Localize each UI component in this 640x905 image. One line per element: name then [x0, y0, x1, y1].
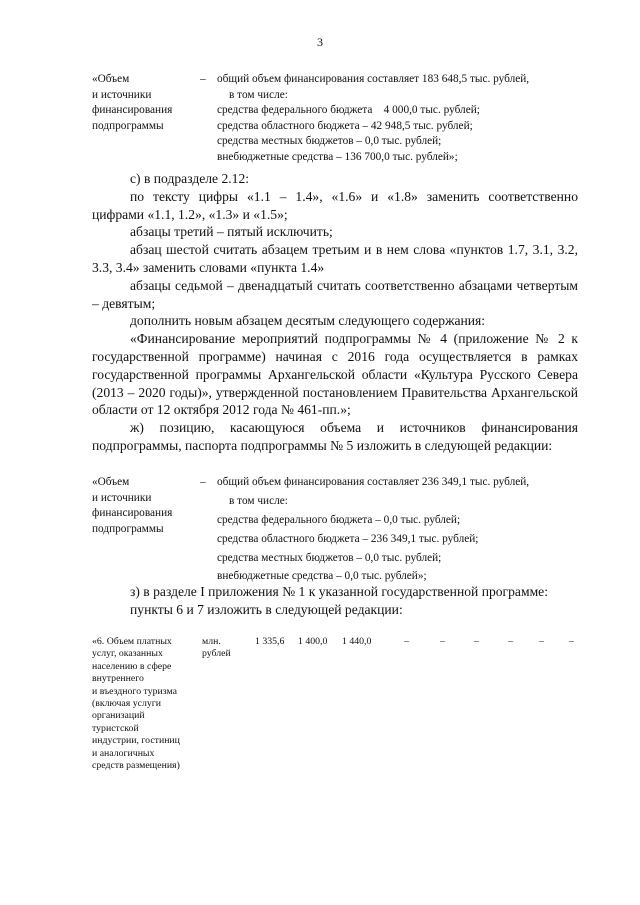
unit-of-measure: млн. рублей — [202, 636, 231, 660]
passport-line: общий объем финансирования составляет 236 349,1 тыс. рублей, — [217, 476, 530, 488]
passport-dash: – — [200, 73, 206, 85]
passport-line: средства федерального бюджета 4 000,0 тыс. рублей; — [217, 104, 480, 116]
passport-line: средства областного бюджета – 236 349,1 тыс. рублей; — [217, 532, 479, 545]
table-cell: – — [569, 636, 574, 647]
paragraph: ж) позицию, касающуюся объема и источников финансирования подпрограммы, паспорта подпрограммы № 5 изложить в следующей редакции: — [92, 420, 578, 453]
passport-label: «Объем и источники финансирования подпрограммы — [92, 476, 173, 535]
paragraph: с) в подразделе 2.12: — [130, 171, 250, 186]
table-cell: – — [440, 636, 445, 647]
section-one-text — [92, 583, 578, 619]
page-number: 3 — [317, 35, 323, 49]
table-cell: – — [404, 636, 409, 647]
passport-label: «Объем и источники финансирования подпрограммы — [92, 73, 173, 132]
paragraph: «Финансирование мероприятий подпрограммы № 4 (приложение № 2 к государственной программе) начиная с 2016 года осуществляется в рамках государственной программы Архангельской области «Культура Русского Севера (2013 – 2020 годы)», утвержденной постановлением Правительства Архангельской области от 12 октября 2012 года № 461-пп.»; — [92, 331, 578, 418]
passport-line: внебюджетные средства – 0,0 тыс. рублей»; — [217, 570, 427, 583]
passport-line: средства областного бюджета – 42 948,5 тыс. рублей; — [217, 119, 473, 132]
passport-lines — [217, 72, 617, 165]
table-cell: 1 335,6 — [255, 636, 285, 647]
passport-dash: – — [200, 476, 206, 488]
passport-line: внебюджетные средства – 136 700,0 тыс. рублей»; — [217, 150, 458, 163]
paragraph: абзацы седьмой – двенадцатый считать соответственно абзацами четвертым – девятым; — [92, 277, 578, 311]
table-cell: – — [508, 636, 513, 647]
passport-line: средства местных бюджетов – 0,0 тыс. рублей; — [217, 551, 442, 564]
passport-line: в том числе: — [229, 88, 288, 101]
passport-line: средства местных бюджетов – 0,0 тыс. рублей; — [217, 135, 442, 147]
table-cell: – — [474, 636, 479, 647]
paragraph: дополнить новым абзацем десятым следующего содержания: — [130, 313, 486, 329]
amendment-text — [92, 170, 578, 455]
passport-line: общий объем финансирования составляет 183 648,5 тыс. рублей, — [217, 73, 530, 85]
table-cell: 1 440,0 — [342, 636, 372, 647]
paragraph: пункты 6 и 7 изложить в следующей редакции: — [130, 601, 403, 617]
paragraph: по тексту цифры «1.1 – 1.4», «1.6» и «1.8» заменить соответственно цифрами «1.1, 1.2», «1.3» и «1.5»; — [92, 188, 578, 222]
passport-line: в том числе: — [229, 494, 288, 507]
table-cell: 1 400,0 — [298, 636, 328, 647]
indicator-name: «6. Объем платных услуг, оказанных населению в сфере внутреннего и въездного туризма (включая услуги организаций туристской индустрии, гостиниц и аналогичных средств размещения) — [92, 636, 180, 772]
table-cell: – — [539, 636, 544, 647]
paragraph: абзацы третий – пятый исключить; — [130, 224, 333, 240]
paragraph: з) в разделе I приложения № 1 к указанной государственной программе: — [130, 584, 548, 599]
passport-lines — [217, 475, 617, 588]
paragraph: абзац шестой считать абзацем третьим и в нем слова «пунктов 1.7, 3.1, 3.2, 3.3, 3.4» заменить словами «пункта 1.4» — [92, 242, 578, 275]
passport-line: средства федерального бюджета – 0,0 тыс. рублей; — [217, 513, 461, 526]
